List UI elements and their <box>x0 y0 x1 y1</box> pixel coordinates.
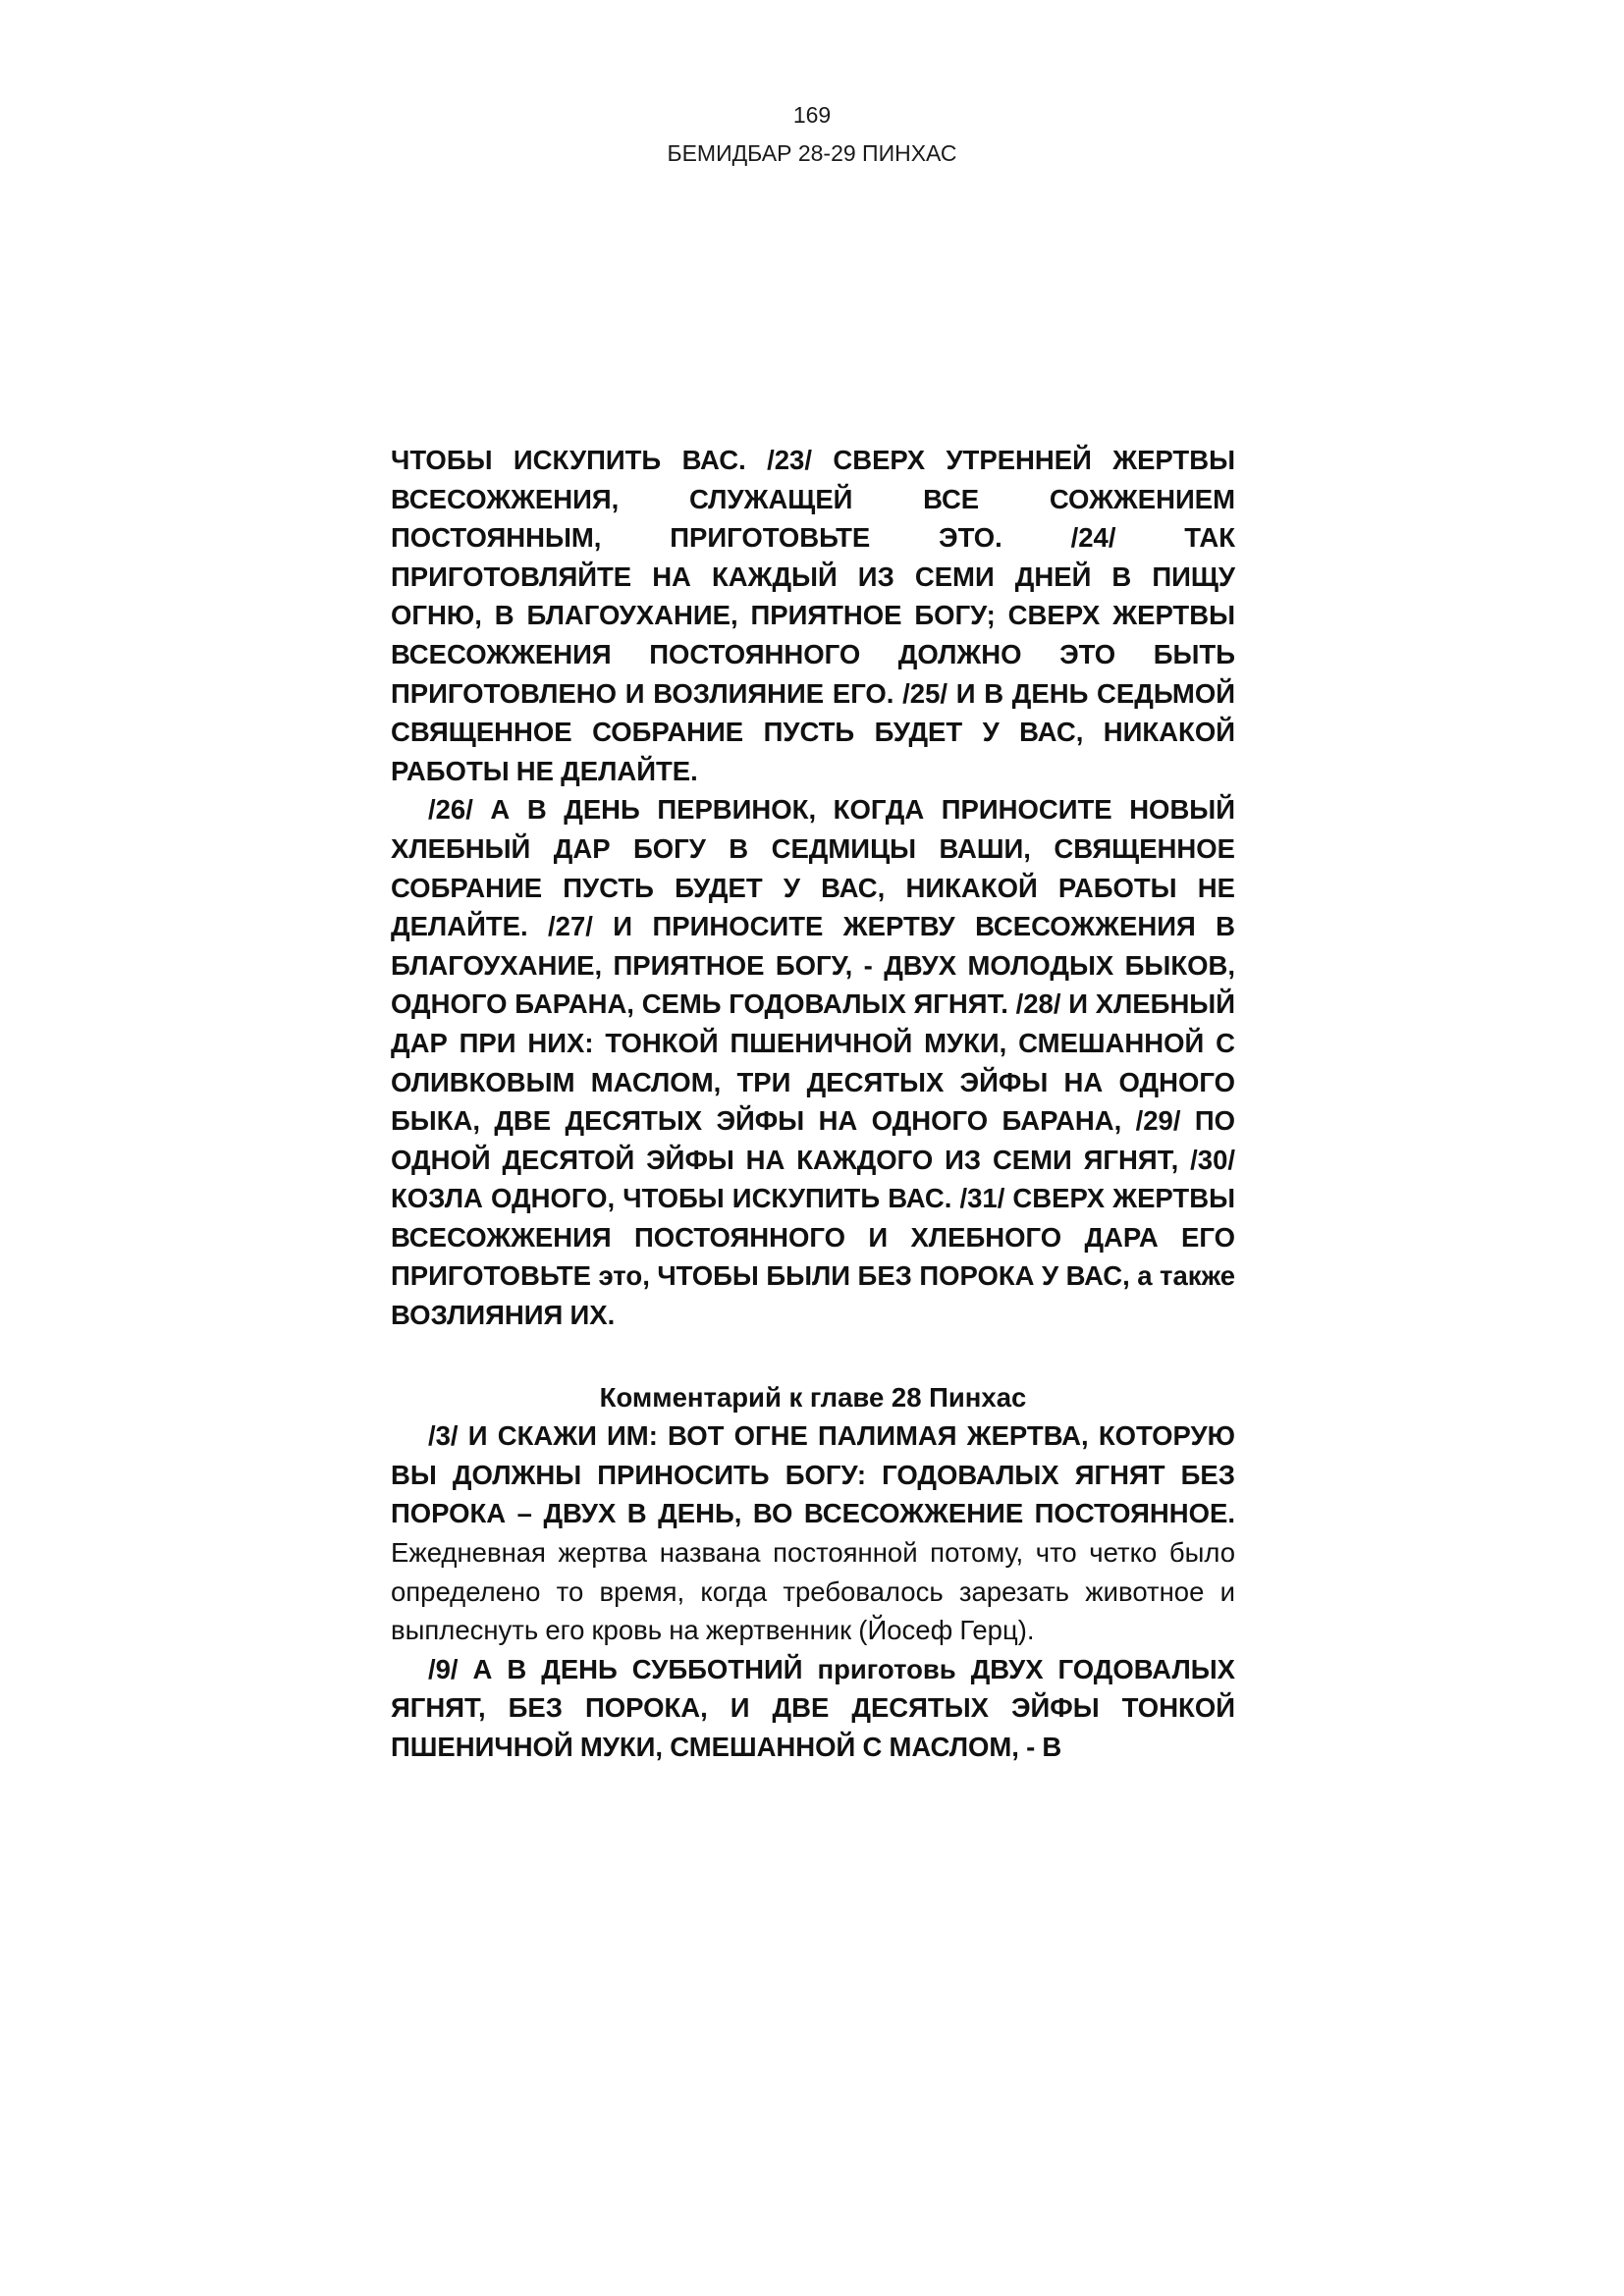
page-number: 169 <box>792 102 832 128</box>
commentary-verse-9-start: /9/ А В ДЕНЬ СУББОТНИЙ <box>428 1653 803 1684</box>
page-content <box>391 441 1235 1767</box>
commentary-explanation: Ежедневная жертва названа постоянной потому, что четко было определено то время, когда требовалось зарезать животное и выплеснуть его кровь на жертвенник (Йосеф Герц). <box>391 1537 1235 1646</box>
commentary-paragraph-2 <box>391 1650 1235 1767</box>
commentary-verse-9-end: ДВУХ ГОДОВАЛЫХ ЯГНЯТ, БЕЗ ПОРОКА, И ДВЕ ДЕСЯТЫХ ЭЙФЫ ТОНКОЙ ПШЕНИЧНОЙ МУКИ, СМЕШАННОЙ С МАСЛОМ, - В <box>391 1653 1235 1762</box>
commentary-paragraph-1 <box>391 1416 1235 1650</box>
scripture-insert-1: это <box>598 1260 643 1292</box>
commentary-heading: Комментарий к главе 28 Пинхас <box>599 1381 1027 1413</box>
scripture-insert-2: а также <box>1137 1260 1235 1292</box>
scripture-paragraph-2 <box>391 790 1235 1334</box>
scripture-text-2: , ЧТОБЫ БЫЛИ БЕЗ ПОРОКА У ВАС, <box>642 1260 1130 1292</box>
commentary-verse-3: /3/ И СКАЖИ ИМ: ВОТ ОГНЕ ПАЛИМАЯ ЖЕРТВА, КОТОРУЮ ВЫ ДОЛЖНЫ ПРИНОСИТЬ БОГУ: ГОДОВАЛЫХ ЯГНЯТ БЕЗ ПОРОКА – ДВУХ В ДЕНЬ, ВО ВСЕСОЖЖЕНИЕ ПОСТОЯННОЕ. <box>391 1420 1235 1529</box>
running-title: БЕМИДБАР 28-29 ПИНХАС <box>667 140 957 166</box>
scripture-paragraph-1: ЧТОБЫ ИСКУПИТЬ ВАС. /23/ СВЕРХ УТРЕННЕЙ ЖЕРТВЫ ВСЕСОЖЖЕНИЯ, СЛУЖАЩЕЙ ВСЕ СОЖЖЕНИЕМ ПОСТОЯННЫМ, ПРИГОТОВЬТЕ ЭТО. /24/ ТАК ПРИГОТОВЛЯЙТЕ НА КАЖДЫЙ ИЗ СЕМИ ДНЕЙ В ПИЩУ ОГНЮ, В БЛАГОУХАНИЕ, ПРИЯТНОЕ БОГУ; СВЕРХ ЖЕРТВЫ ВСЕСОЖЖЕНИЯ ПОСТОЯННОГО ДОЛЖНО ЭТО БЫТЬ ПРИГОТОВЛЕНО И ВОЗЛИЯНИЕ ЕГО. /25/ И В ДЕНЬ СЕДЬМОЙ СВЯЩЕННОЕ СОБРАНИЕ ПУСТЬ БУДЕТ У ВАС, НИКАКОЙ РАБОТЫ НЕ ДЕЛАЙТЕ. <box>391 445 1235 786</box>
scripture-text-1: /26/ А В ДЕНЬ ПЕРВИНОК, КОГДА ПРИНОСИТЕ НОВЫЙ ХЛЕБНЫЙ ДАР БОГУ В СЕДМИЦЫ ВАШИ, СВЯЩЕННОЕ СОБРАНИЕ ПУСТЬ БУДЕТ У ВАС, НИКАКОЙ РАБОТЫ НЕ ДЕЛАЙТЕ. /27/ И ПРИНОСИТЕ ЖЕРТВУ ВСЕСОЖЖЕНИЯ В БЛАГОУХАНИЕ, ПРИЯТНОЕ БОГУ, - ДВУХ МОЛОДЫХ БЫКОВ, ОДНОГО БАРАНА, СЕМЬ ГОДОВАЛЫХ ЯГНЯТ. /28/ И ХЛЕБНЫЙ ДАР ПРИ НИХ: ТОНКОЙ ПШЕНИЧНОЙ МУКИ, СМЕШАННОЙ С ОЛИВКОВЫМ МАСЛОМ, ТРИ ДЕСЯТЫХ ЭЙФЫ НА ОДНОГО БЫКА, ДВЕ ДЕСЯТЫХ ЭЙФЫ НА ОДНОГО БАРАНА, /29/ ПО ОДНОЙ ДЕСЯТОЙ ЭЙФЫ НА КАЖДОГО ИЗ СЕМИ ЯГНЯТ, /30/ КОЗЛА ОДНОГО, ЧТОБЫ ИСКУПИТЬ ВАС. /31/ СВЕРХ ЖЕРТВЫ ВСЕСОЖЖЕНИЯ ПОСТОЯННОГО И ХЛЕБНОГО ДАРА ЕГО ПРИГОТОВЬТЕ <box>391 794 1235 1292</box>
scripture-text-3: ВОЗЛИЯНИЯ ИХ. <box>391 1300 616 1331</box>
page-header <box>0 96 1624 173</box>
commentary-verse-9-insert: приготовь <box>817 1653 956 1684</box>
